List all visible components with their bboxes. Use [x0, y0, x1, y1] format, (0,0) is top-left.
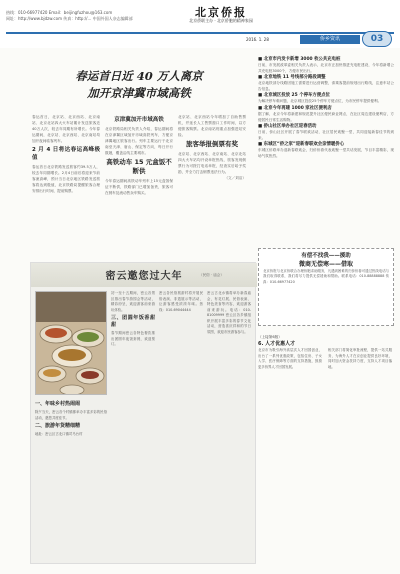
news-item [258, 74, 394, 92]
news-title: ■ 侨山社区举办社区迎春活动 [258, 124, 317, 130]
lead-column-3 [178, 114, 246, 260]
body-text: 北京站、北京西站今年增加了自助售票机，并延长人工售票窗口工作时间，以方便旅客购票。北京南站则重点加强进站安检。 [178, 115, 246, 137]
continued-column-2: 相关部门将简化审批流程，提供一站式服务，为海外人才在京创业提供良好环境，同时加大资金扶持力度，支持人才项目落地。 [328, 348, 392, 369]
masthead-top [6, 4, 394, 32]
subheading: 三、团圆年饭香甜甜 [111, 315, 155, 328]
news-item [258, 123, 394, 141]
body-text: 初一至十五期间，密云各景区推出春节游园会等活动，精彩纷呈，欢迎游客前来游玩体验。 [111, 291, 155, 312]
notice-text: 北京侨报与北京侨联合办理侨胞求助服务，凡遇到困难的归侨侨眷可通过热线电话与我们取得联系，我们将尽力提供无偿援助和帮助。联系电话：010-88888888 传真：010-66977420 [263, 269, 389, 284]
news-title: ■ 北京今年再建 1000 家社区便利店 [258, 105, 332, 111]
feature-column-4 [207, 291, 251, 561]
news-item [258, 105, 394, 123]
newspaper-slogan: 北京侨联主办 · 北京侨胞的精神家园 [189, 18, 253, 23]
subheading: 2 月 4 日将达春运高峰极值 [32, 147, 100, 161]
highlight-heading: 高铁动车 15 元盒饭不断供 [106, 158, 172, 175]
issue-date: 2016. 1. 28 [246, 37, 269, 42]
contact-line: 热线：010-66977420 Email：beijingfuzhou@163.com [6, 10, 113, 15]
lead-column-2 [105, 114, 173, 260]
news-brief-column [258, 56, 394, 242]
continued-title: 6. 人才优惠人才 [258, 341, 296, 347]
news-title: ■ 北京地铁 11 号线部分路段调整 [258, 75, 326, 81]
news-item [258, 92, 394, 105]
lead-article [32, 68, 246, 260]
help-notice-box [258, 248, 394, 326]
miyun-feature [30, 262, 256, 564]
body-text: 春节期间密云各特色餐饮推出团圆年夜饭套餐，欢迎预订。 [111, 331, 155, 346]
lead-column-1 [32, 114, 100, 260]
news-title: ■ 北京城区投放 25 个停车方便点位 [258, 93, 330, 99]
body-text: 除夕当天，密云各个村镇都举办丰富多彩的民俗活动，邀您共度佳节。 [35, 410, 107, 420]
feature-title: 密云邀您过大年 [105, 271, 183, 282]
newspaper-logo: 北京侨报 [195, 6, 247, 19]
notice-title: 有偿不找我——援助 [301, 253, 351, 259]
feature-column-1 [35, 399, 107, 561]
subheading: 二、旅游年货精细精 [35, 423, 81, 429]
page-number: 03 [362, 31, 392, 47]
news-text: 东城区侨联举办迎新春联欢会，归侨侨眷代表欢聚一堂共话发展，节目丰富精彩，现场气氛热烈。 [258, 148, 394, 158]
news-item [258, 56, 394, 74]
news-title: ■ 北京市内发卡新增 3000 枚公共充电桩 [258, 57, 341, 62]
food-photo-illustration [36, 292, 107, 395]
continued-column-1: 北京市为吸引海外高层次人才回国创业，出台了一系列优惠政策，包括住房、子女入学、医疗保障等方面的支持措施，鼓励更多侨界人才回国发展。 [258, 348, 322, 369]
news-text: 北京地铁部分线路因施工需要进行运营调整，请乘客提前规划出行路线，注意车站公告信息。 [258, 81, 394, 91]
feature-photo [35, 291, 107, 395]
feature-column-2 [111, 291, 155, 561]
headline-line-1: 春运首日近 40 万人离京 [75, 69, 203, 83]
notice-subtitle: 微商无偿寒——借取 [298, 261, 353, 268]
body-text: 密云区各乡镇组织开展丰富多彩的春节文化活动，营造喜庆祥和的节日氛围，欢迎市民游客参与。 [207, 313, 251, 334]
highlight-heading: 旅客举报倒票有奖 [186, 140, 238, 148]
body-text: 春运首日北京铁路发送旅客约39.5万人，较去年同期增长。2月4日前后将迎来节前客流高峰，预计当日北京地区铁路发送旅客将达到极值，北京铁路局提醒旅客合理安排出行时间，提前购票。 [32, 165, 100, 193]
subheading: 一、年味乡村热闹闹 [35, 401, 81, 407]
continued-article [258, 334, 394, 566]
feature-header [31, 263, 257, 287]
body-text: 北京铁路局相关负责人介绍，春运期间将在京津冀区域加开市域高铁列车，方便京津冀地区旅客出行。列车主要运行于北京南至天津、唐山、保定等方向，每日开行数趟，覆盖沿线主要城市。 [105, 127, 173, 155]
body-text: 密云各民俗旅游村将开展民俗表演、非遗展示等活动，让游客感受浓浓年味。热线：010-69044444 [159, 291, 203, 312]
contact-line: 网址：http://www.bjdzw.com 传真：http://... 中国外国人杂志编辑部 [6, 16, 133, 21]
news-text: 据了解，北京今年将新建和规范提升社区便民商业网点，在社区周边建设便利店，方便居民日常生活购物。 [258, 111, 394, 122]
contact-info [6, 10, 136, 22]
section-label: 侨乡资讯 [300, 35, 360, 44]
body-text: 春运首日，北京站、北京西站、北京南站、北京北站四大火车站累计发送旅客近40万人次，较去年同期有所增长。今年春运期间，北京站、北京西站、北京南站均加开夜间临客列车。 [32, 115, 100, 143]
news-text: 日前，侨山社区开展了春节联欢活动，社区居民欢聚一堂，共同迎接新春佳节的到来。 [258, 130, 394, 140]
masthead-divider [6, 32, 394, 34]
body-text: 北京站、北京西站、北京南站、北京北站四大火车站均开设举报热线，旅客发现倒票行为可拨打电话举报，经查实后给予奖励，并全力打击倒票违法行为。 [178, 152, 246, 174]
news-text: 日前，市发展改革委相关负责人表示，北京市正加快推进充电桩建设，今年将新增公共充电桩3000个，方便市民出行。 [258, 63, 394, 73]
author-credit: （文／刘洁） [224, 176, 246, 180]
feature-column-3 [159, 291, 203, 561]
body-text: 地址：密云区古北口镇司马台村 [35, 432, 83, 436]
masthead [0, 0, 400, 48]
news-item [258, 141, 394, 159]
lead-headline [32, 68, 246, 102]
body-text: 密云古北水镇将举办新春庙会，有花灯展、民俗表演、特色美食等内容，欢迎游客前来游玩。电话：010-81009999 [207, 291, 251, 317]
headline-line-2: 加开京津冀市域高铁 [87, 86, 191, 100]
news-text: 为解决停车难问题，北京城区投放25个停车方便点位，为市民停车提供便利。 [258, 99, 382, 104]
news-title: ■ 东城区“侨之家”迎新春联欢会亲情暖侨心 [258, 142, 345, 148]
subheading: 京津冀加开市域高铁 [114, 117, 164, 123]
continued-header: （上接第6版） [258, 335, 282, 339]
feature-credit: （民俗 · 庙会） [199, 273, 224, 277]
body-text: 今年春运期间高铁动车列车上15元盒饭保证不断供，铁路部门已增加备货，旅客可在餐车及流动售卖车购买。 [105, 179, 173, 195]
